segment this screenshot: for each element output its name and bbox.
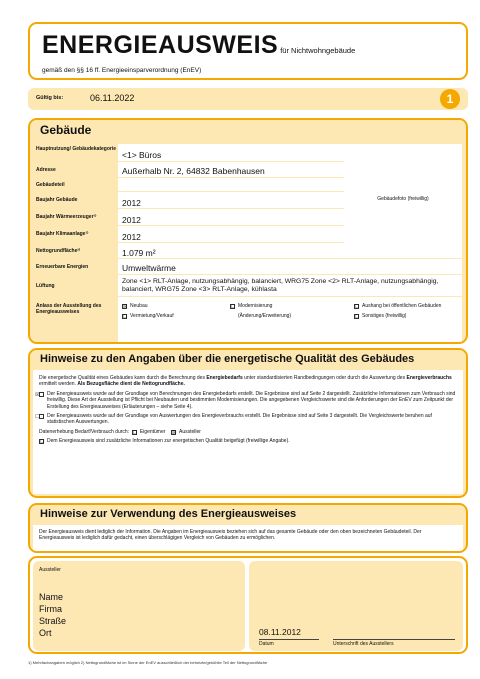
table-row <box>34 259 462 275</box>
date-label: Datum <box>259 641 274 647</box>
issuer-lines <box>39 591 239 639</box>
table-row <box>34 275 462 297</box>
row-label: Baujahr Klimaanlage¹⁾ <box>34 226 118 243</box>
table-row <box>34 297 462 342</box>
valid-until-date: 06.11.2022 <box>90 93 135 103</box>
building-section <box>28 118 468 344</box>
row-value <box>118 178 344 192</box>
notes-intro: Die energetische Qualität eines Gebäudes kann durch die Berechnung des Energiebedarfs unter standardisierten Randbedingungen oder durch die Auswertung des Energieverbrauchs ermittelt werden. Als Bezugsfläche dient die Nettogrundfläche. <box>39 375 452 388</box>
occasion-option-note: (Änderung/Erweiterung) <box>238 313 292 319</box>
notes-body <box>33 370 463 494</box>
issuer-company: Firma <box>39 604 62 614</box>
row-label: Nettogrundfläche²⁾ <box>34 243 118 259</box>
occasion-option[interactable]: ☐ Sonstiges (freiwillig) <box>355 313 407 320</box>
checkbox-icon: ☐ <box>123 314 128 320</box>
row-value: Umweltwärme <box>118 259 462 275</box>
row-label: Anlass der Ausstellung des Energieausweises <box>34 297 118 342</box>
row-label: Hauptnutzung/ Gebäudekategorie <box>34 144 118 162</box>
valid-until-label: Gültig bis: <box>36 95 64 101</box>
signature-area <box>249 561 463 651</box>
row-label: Adresse <box>34 162 118 178</box>
signature-line <box>333 639 455 640</box>
footnote: 1) Mehrfachangaben möglich 2) Nettogrundfläche ist im Sinne der EnEV ausschließlich der beheizte/gekühlte Teil der Nettogrundfläche <box>28 660 268 665</box>
row-value: <1> Büros <box>118 144 344 162</box>
row-label: Gebäudeteil <box>34 178 118 192</box>
page-number-badge: 1 <box>440 89 460 109</box>
checkbox-icon: ☐ <box>355 304 360 310</box>
title-suffix: für Nichtwohngebäude <box>280 46 356 55</box>
row-label: Lüftung <box>34 275 118 297</box>
row-value: 2012 <box>118 209 344 226</box>
consumption-option[interactable]: ☐ Der Energieausweis wurde auf der Grundlage von Auswertungen des Energieverbrauchs erstellt. Die Ergebnisse sind auf Seite 3 dargestellt. Die Vergleichswerte beruhen auf statistischen Auswertungen. <box>35 413 432 426</box>
occasion-option[interactable]: ☒ Neubau <box>123 303 148 310</box>
issuer-street: Straße <box>39 616 67 626</box>
issue-date: 08.11.2012 <box>259 627 301 637</box>
checkbox-icon: ☐ <box>39 414 44 419</box>
checkbox-icon: ☐ <box>231 304 236 310</box>
checkbox-icon[interactable]: ☒ <box>171 429 177 436</box>
row-value: 1.079 m² <box>118 243 344 259</box>
building-photo-placeholder: Gebäudefoto (freiwillig) <box>344 144 462 258</box>
building-heading: Gebäude <box>30 120 466 140</box>
row-value: 2012 <box>118 192 344 209</box>
data-collection-row: Datenerhebung Bedarf/Verbrauch durch: ☐ Eigentümer ☒ Aussteller <box>39 428 201 436</box>
valid-until-bar <box>28 88 468 110</box>
notes-section <box>28 348 468 498</box>
notes-heading: Hinweise zu den Angaben über die energetische Qualität des Gebäudes <box>30 350 466 370</box>
issuer-section <box>28 556 468 654</box>
row-value: Zone <1> RLT-Anlage, nutzungsabhängig, balanciert, WRG75 Zone <2> RLT-Anlage, nutzungsabhängig, balanciert, WRG75 Zone <3> RLT-Anlage, kühlasta <box>118 275 462 297</box>
checkbox-icon: ☐ <box>355 314 360 320</box>
demand-option[interactable]: ☒ Der Energieausweis wurde auf der Grundlage von Berechnungen des Energiebedarfs erstellt. Die Ergebnisse sind auf Seite 2 dargestellt. Zusätzliche Informationen zum Verbrauch sind freiwillig. Diese Art der Ausstellung ist Pflicht bei Neubauten und bestimmten Modernisierungen. Die angegebenen Vergleichswerte sind die Anforderungen der EnEV zum Zeitpunkt der Erstellung des Energieausweises (Erläuterungen – siehe Seite 4). <box>35 390 456 410</box>
issuer-details <box>33 561 245 651</box>
occasion-option[interactable]: ☐ Modernisierung <box>231 303 273 310</box>
document-subtitle: gemäß den §§ 16 ff. Energieeinsparverordnung (EnEV) <box>42 67 202 74</box>
signature-label: Unterschrift des Ausstellers <box>333 641 394 647</box>
issuer-label: Aussteller <box>39 567 61 573</box>
title-box <box>28 22 468 80</box>
occasion-options <box>118 297 462 342</box>
usage-text: Der Energieausweis dient lediglich der Information. Die Angaben im Energieausweis beziehen sich auf das gesamte Gebäude oder den oben bezeichneten Gebäudeteil. Der Energieausweis ist lediglich dafür gedacht, einen überschlägigen Vergleich von Gebäuden zu ermöglichen. <box>33 525 463 551</box>
additional-info-option[interactable]: ☐ Dem Energieausweis sind zusätzliche Informationen zur energetischen Qualität beigefügt (freiwillige Angabe). <box>40 438 290 446</box>
date-line <box>259 639 319 640</box>
occasion-option[interactable]: ☐ Vermietung/Verkauf <box>123 313 174 320</box>
checkbox-icon[interactable]: ☐ <box>132 429 138 436</box>
occasion-option[interactable]: ☐ Aushang bei öffentlichen Gebäuden <box>355 303 442 310</box>
checkbox-icon: ☒ <box>39 392 44 397</box>
issuer-name: Name <box>39 592 64 602</box>
row-value: 2012 <box>118 226 344 243</box>
usage-section <box>28 503 468 553</box>
issuer-city: Ort <box>39 628 52 638</box>
usage-heading: Hinweise zur Verwendung des Energieausweises <box>30 505 466 525</box>
row-label: Erneuerbare Energien <box>34 259 118 275</box>
checkbox-icon: ☐ <box>40 439 45 446</box>
row-label: Baujahr Gebäude <box>34 192 118 209</box>
checkbox-icon: ☒ <box>123 304 128 310</box>
document-title: ENERGIEAUSWEIS für Nichtwohngebäude <box>42 31 356 59</box>
row-label: Baujahr Wärmeerzeuger¹⁾ <box>34 209 118 226</box>
row-value: Außerhalb Nr. 2, 64832 Babenhausen <box>118 162 344 178</box>
